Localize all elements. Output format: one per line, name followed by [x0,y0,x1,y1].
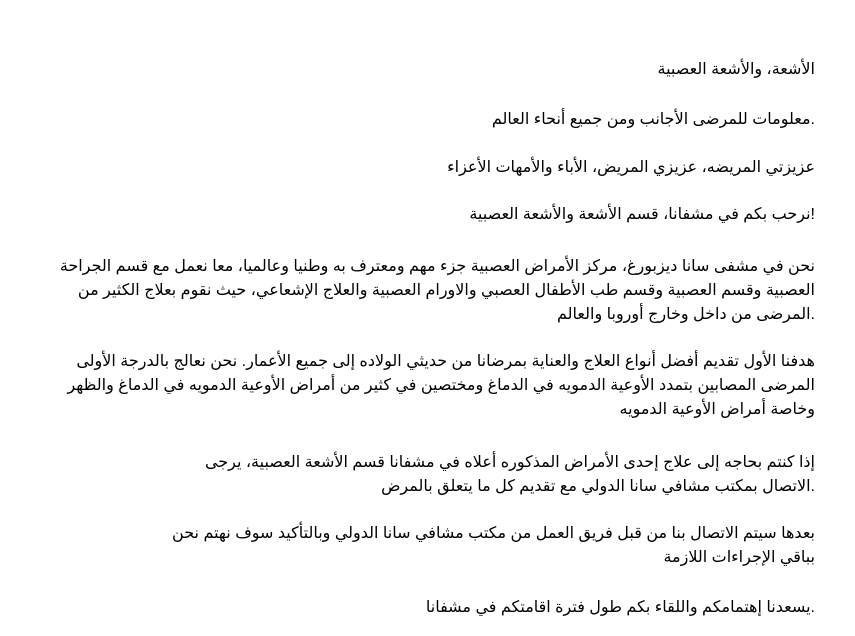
paragraph1-line1: نحن في مشفى سانا ديزبورغ، مركز الأمراض العصبية جزء مهم ومعترف به وطنيا وعالميا، معا نعمل مع قسم الجراحة [59,258,815,275]
paragraph1-line3: .المرضى من داخل وخارج أوروبا والعالم [557,306,815,323]
paragraph4-line2: بباقي الإجراءات اللازمة [663,549,815,566]
intro-line: .معلومات للمرضى الأجانب ومن جميع أنحاء العالم [491,111,815,128]
paragraph2-line1: هدفنا الأول تقديم أفضل أنواع العلاج والعناية بمرضانا من حديثي الولاده إلى جميع الأعمار. نحن نعالج بالدرجة الأولى [76,353,815,370]
paragraph3-line1: إذا كنتم بحاجه إلى علاج إحدى الأمراض المذكوره أعلاه في مشفانا قسم الأشعة العصبية، يرجى [204,454,815,471]
document-title: الأشعة، والأشعة العصبية [657,61,815,78]
closing-line: .يسعدنا إهتمامكم واللقاء بكم طول فترة اقامتكم في مشفانا [425,599,815,616]
welcome-line: !نرحب بكم في مشفانا، قسم الأشعة والأشعة العصبية [469,206,815,223]
paragraph1-line2: العصبية وقسم العصبية وقسم طب الأطفال العصبي والاورام العصبية والعلاج الإشعاعي، حيث نقوم بعلاج الكثير من [77,282,815,299]
paragraph2-line3: وخاصة أمراض الأوعية الدمويه [619,401,815,418]
paragraph2-line2: المرضى المصابين بتمدد الأوعية الدمويه في الدماغ ومختصين في كثير من أمراض الأوعية الدمويه في الدماغ والظهر [67,377,815,394]
paragraph4-line1: بعدها سيتم الاتصال بنا من قبل فريق العمل من مكتب مشافي سانا الدولي وبالتأكيد سوف نهتم نحن [172,525,815,542]
paragraph3-line2: .الاتصال بمكتب مشافي سانا الدولي مع تقديم كل ما يتعلق بالمرض [381,478,815,495]
greeting-line: عزيزتي المريضه، عزيزي المريض، الأباء والأمهات الأعزاء [447,159,815,176]
